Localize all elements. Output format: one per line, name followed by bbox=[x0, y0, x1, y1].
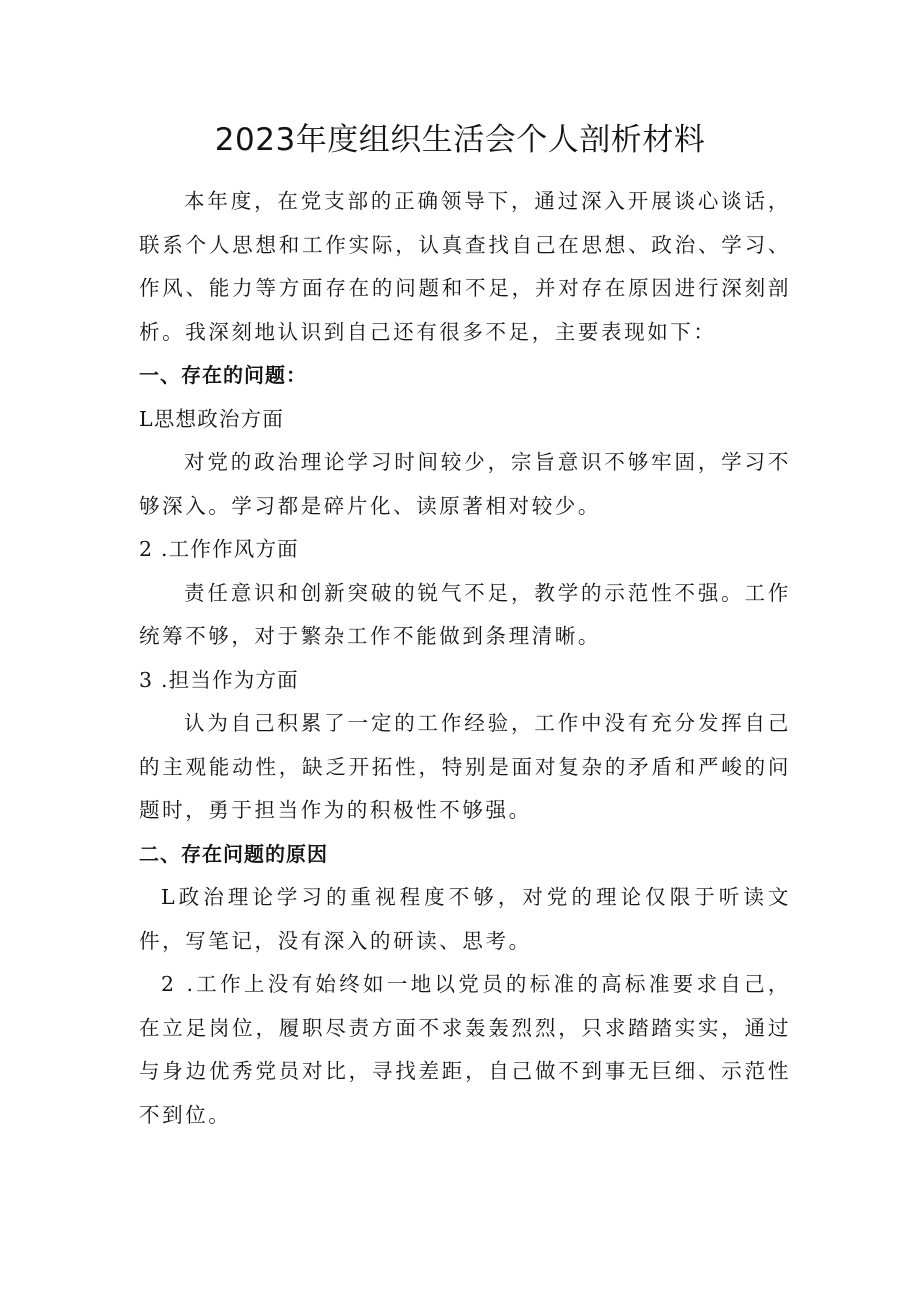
section-heading-causes: 二、存在问题的原因 bbox=[139, 841, 328, 866]
subheading-ideology: L思想政治方面 bbox=[139, 406, 285, 431]
document-body bbox=[139, 180, 791, 1137]
section-heading-problems: 一、存在的问题： bbox=[139, 363, 307, 387]
paragraph-cause-2: 2 .工作上没有始终如一地以党员的标准的高标准要求自己，在立足岗位，履职尽责方面不求轰轰烈烈，只求踏踏实实，通过与身边优秀党员对比，寻找差距，自己做不到事无巨细、示范性不到位。 bbox=[139, 972, 791, 1127]
subheading-responsibility: 3 .担当作为方面 bbox=[139, 667, 299, 692]
paragraph-ideology: 对党的政治理论学习时间较少，宗旨意识不够牢固，学习不够深入。学习都是碎片化、读原著相对较少。 bbox=[139, 450, 791, 518]
paragraph-work-style: 责任意识和创新突破的锐气不足，教学的示范性不强。工作统筹不够，对于繁杂工作不能做到条理清晰。 bbox=[139, 580, 791, 648]
subheading-work-style: 2 .工作作风方面 bbox=[139, 537, 299, 561]
document-title: 2023年度组织生活会个人剖析材料 bbox=[214, 122, 706, 158]
intro-paragraph: 本年度，在党支部的正确领导下，通过深入开展谈心谈话，联系个人思想和工作实际，认真查找自己在思想、政治、学习、作风、能力等方面存在的问题和不足，并对存在原因进行深刻剖析。我深刻地认识到自己还有很多不足，主要表现如下： bbox=[139, 189, 791, 344]
paragraph-responsibility: 认为自己积累了一定的工作经验，工作中没有充分发挥自己的主观能动性，缺乏开拓性，特别是面对复杂的矛盾和严峻的问题时，勇于担当作为的积极性不够强。 bbox=[139, 711, 791, 822]
paragraph-cause-1: L政治理论学习的重视程度不够，对党的理论仅限于听读文件，写笔记，没有深入的研读、思考。 bbox=[139, 885, 791, 953]
